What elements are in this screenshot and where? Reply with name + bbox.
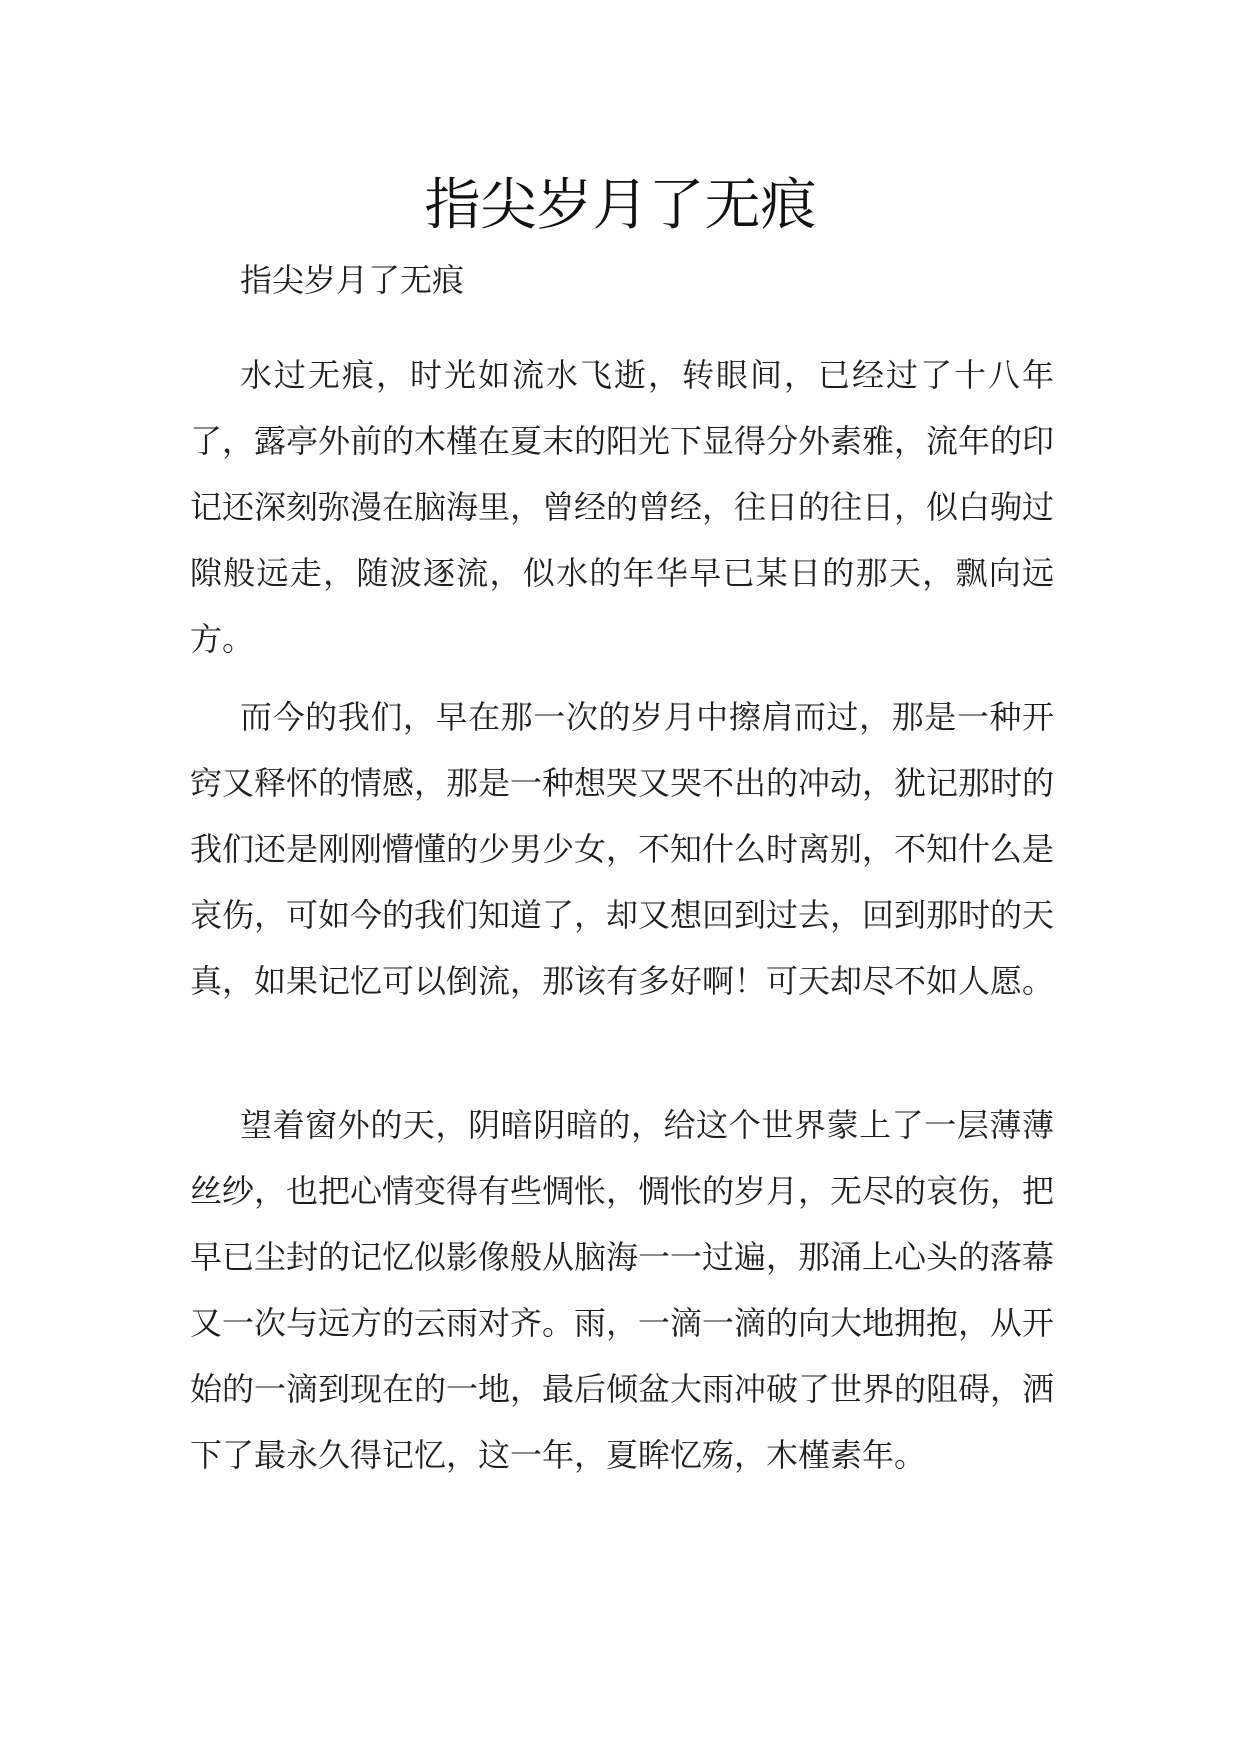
paragraph-3: 望着窗外的天，阴暗阴暗的，给这个世界蒙上了一层薄薄丝纱，也把心情变得有些惆怅，惆怅的岁月，无尽的哀伤，把早已尘封的记忆似影像般从脑海一一过遍，那涌上心头的落幕又一次与远方的云雨对齐。雨，一滴一滴的向大地拥抱，从开始的一滴到现在的一地，最后倾盆大雨冲破了世界的阻碍，洒下了最永久得记忆，这一年，夏眸忆殇，木槿素年。 xyxy=(190,1106,1055,1474)
paragraph-1: 水过无痕，时光如流水飞逝，转眼间，已经过了十八年了，露亭外前的木槿在夏末的阳光下显得分外素雅，流年的印记还深刻弥漫在脑海里，曾经的曾经，往日的往日，似白驹过隙般远走，随波逐流，似水的年华早已某日的那天，飘向远方。 xyxy=(190,356,1055,658)
document-subtitle: 指尖岁月了无痕 xyxy=(240,261,465,299)
document-title: 指尖岁月了无痕 xyxy=(424,173,817,238)
paragraph-2: 而今的我们，早在那一次的岁月中擦肩而过，那是一种开窍又释怀的情感，那是一种想哭又哭不出的冲动，犹记那时的我们还是刚刚懵懂的少男少女，不知什么时离别，不知什么是哀伤，可如今的我们知道了，却又想回到过去，回到那时的天真，如果记忆可以倒流，那该有多好啊！可天却尽不如人愿。 xyxy=(190,698,1055,1000)
